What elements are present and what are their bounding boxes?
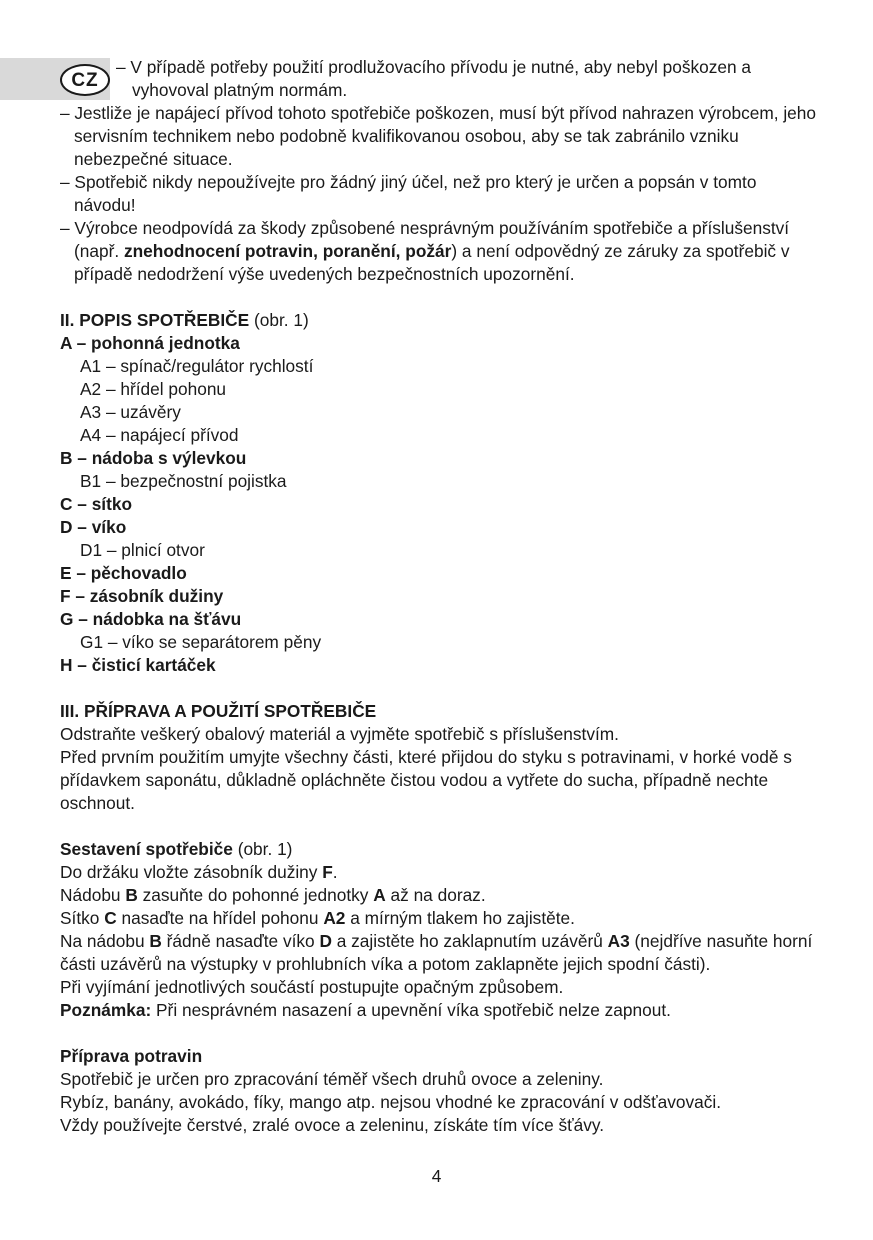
assembly-step-1: Do držáku vložte zásobník dužiny F. <box>60 862 338 882</box>
page-number: 4 <box>431 1166 442 1186</box>
part-a3: A3 – uzávěry <box>80 402 181 422</box>
assembly-step-2: Nádobu B zasuňte do pohonné jednotky A až na doraz. <box>60 885 486 905</box>
safety-item-damaged-cord: – Jestliže je napájecí přívod tohoto spotřebiče poškozen, musí být přívod nahrazen výrobcem, jeho servisním technikem nebo podobně kvalifikovanou osobou, aby se tak zabránilo vzniku nebezpečné situace. <box>60 103 816 169</box>
part-h: H – čisticí kartáček <box>60 655 216 675</box>
food-para-2: Rybíz, banány, avokádo, fíky, mango atp. nejsou vhodné ke zpracování v odšťavovači. <box>60 1092 721 1112</box>
part-d1: D1 – plnicí otvor <box>80 540 205 560</box>
part-b: B – nádoba s výlevkou <box>60 448 247 468</box>
assembly-note: Poznámka: Při nesprávném nasazení a upevnění víka spotřebič nelze zapnout. <box>60 1000 671 1020</box>
assembly-step-3: Sítko C nasaďte na hřídel pohonu A2 a mírným tlakem ho zajistěte. <box>60 908 575 928</box>
assembly-step-5: Při vyjímání jednotlivých součástí postupujte opačným způsobem. <box>60 977 564 997</box>
part-a2: A2 – hřídel pohonu <box>80 379 227 399</box>
safety-item-intended-use: – Spotřebič nikdy nepoužívejte pro žádný jiný účel, než pro který je určen a popsán v tomto návodu! <box>60 172 757 215</box>
food-heading: Příprava potravin <box>60 1046 203 1066</box>
part-g1: G1 – víko se separátorem pěny <box>80 632 322 652</box>
part-a4: A4 – napájecí přívod <box>80 425 239 445</box>
part-a: A – pohonná jednotka <box>60 333 240 353</box>
part-d: D – víko <box>60 517 127 537</box>
part-a1: A1 – spínač/regulátor rychlostí <box>80 356 314 376</box>
part-f: F – zásobník dužiny <box>60 586 224 606</box>
food-para-1: Spotřebič je určen pro zpracování téměř všech druhů ovoce a zeleniny. <box>60 1069 604 1089</box>
safety-item-extension-cord: – V případě potřeby použití prodlužovacího přívodu je nutné, aby nebyl poškozen a vyhovoval platným normám. <box>116 57 752 100</box>
part-c: C – sítko <box>60 494 133 514</box>
section-3-heading: III. PŘÍPRAVA A POUŽITÍ SPOTŘEBIČE <box>60 701 377 721</box>
page-content <box>60 56 820 1137</box>
part-b1: B1 – bezpečnostní pojistka <box>80 471 287 491</box>
food-para-3: Vždy používejte čerstvé, zralé ovoce a zeleninu, získáte tím více šťávy. <box>60 1115 605 1135</box>
safety-item-liability: – Výrobce neodpovídá za škody způsobené nesprávným používáním spotřebiče a příslušenství (např. znehodnocení potravin, poranění, požár) a není odpovědný ze záruky za spotřebič v případě nedodržení výše uvedených bezpečnostních upozornění. <box>60 218 790 284</box>
assembly-step-4: Na nádobu B řádně nasaďte víko D a zajistěte ho zaklapnutím uzávěrů A3 (nejdříve nasuňte horní části uzávěrů na výstupky v prohlubních víka a potom zaklapněte jejich spodní části). <box>60 931 813 974</box>
section-3-cleaning: Před prvním použitím umyjte všechny části, které přijdou do styku s potravinami, v horké vodě s přídavkem saponátu, důkladně opláchněte čistou vodou a vytřete do sucha, případně nechte oschnout. <box>60 747 792 813</box>
part-e: E – pěchovadlo <box>60 563 187 583</box>
part-g: G – nádobka na šťávu <box>60 609 242 629</box>
assembly-heading: Sestavení spotřebiče (obr. 1) <box>60 839 293 859</box>
section-2-heading: II. POPIS SPOTŘEBIČE (obr. 1) <box>60 310 309 330</box>
language-badge: CZ <box>60 64 110 96</box>
section-3-unpack: Odstraňte veškerý obalový materiál a vyjměte spotřebič s příslušenstvím. <box>60 724 619 744</box>
